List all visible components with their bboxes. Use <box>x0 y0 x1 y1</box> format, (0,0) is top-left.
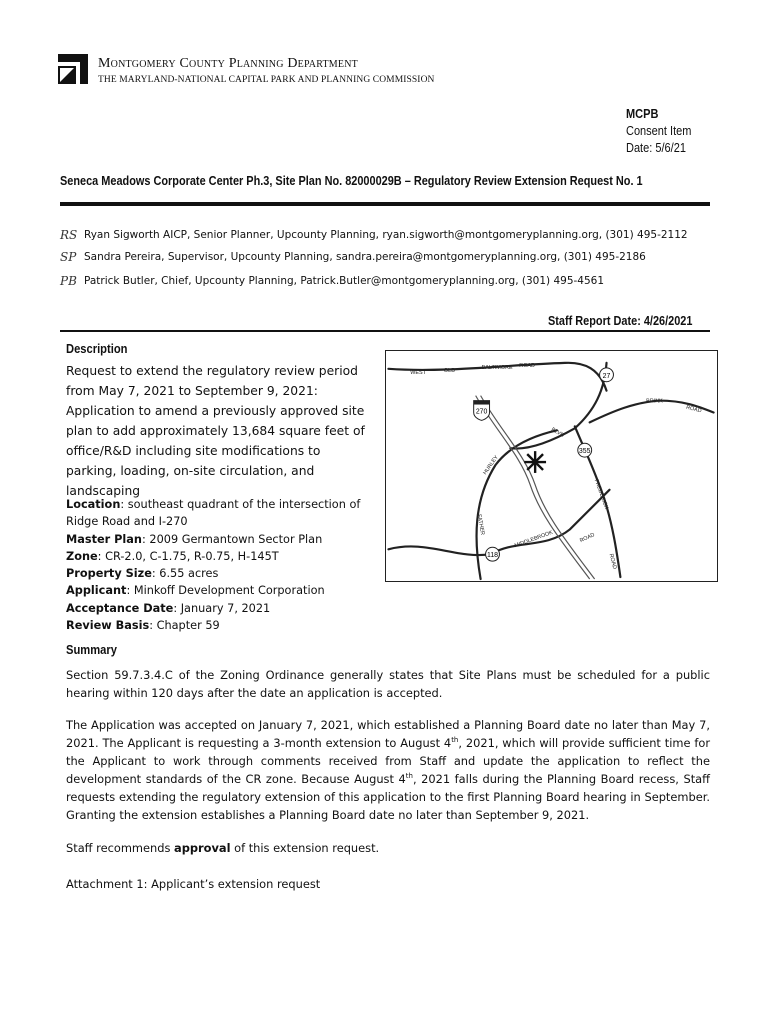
staff-text: Sandra Pereira, Supervisor, Upcounty Planning, sandra.pereira@montgomeryplanning.org, (301) 495-2186 <box>84 251 646 263</box>
svg-text:270: 270 <box>475 408 488 416</box>
property-review-basis: Review Basis: Chapter 59 <box>66 619 220 633</box>
meeting-meta <box>626 106 691 157</box>
property-acceptance-date: Acceptance Date: January 7, 2021 <box>66 601 271 615</box>
vicinity-map <box>385 350 718 582</box>
map-label: ROAD <box>519 362 535 369</box>
signature-initials: PB <box>60 274 77 288</box>
attachment-line: Attachment 1: Applicant’s extension request <box>66 877 321 891</box>
svg-text:27: 27 <box>602 372 611 380</box>
map-label: MIDDLEBROOK <box>513 529 554 550</box>
item-type: Consent Item <box>626 124 692 138</box>
section-divider <box>60 330 710 332</box>
map-label: FATHER <box>475 513 486 536</box>
map-label: WEST <box>410 369 426 376</box>
property-applicant: Applicant: Minkoff Development Corporation <box>66 584 325 598</box>
staff-report-date: Staff Report Date: 4/26/2021 <box>548 313 693 328</box>
map-label: BLVD <box>550 426 565 439</box>
map-label: HURLEY <box>482 454 500 477</box>
staff-row <box>60 274 604 288</box>
svg-text:118: 118 <box>486 552 499 560</box>
planning-logo-icon <box>58 54 88 84</box>
shield-md27-icon <box>600 368 614 382</box>
property-master-plan: Master Plan: 2009 Germantown Sector Plan <box>66 532 323 546</box>
road-middlebrook <box>491 490 610 554</box>
map-label: OLD <box>443 367 456 374</box>
summary-heading: Summary <box>66 642 117 657</box>
page-title: Seneca Meadows Corporate Center Ph.3, Site Plan No. 82000029B – Regulatory Review Extension Request No. 1 <box>60 173 643 188</box>
description-text: Request to extend the regulatory review period from May 7, 2021 to September 9, 2021: Application to amend a previously approved site plan to add approximately 13,684 square feet of office/R&D including site modifications to parking, loading, on-site circulation, and landscaping <box>66 364 365 498</box>
shield-md355-icon <box>578 443 592 457</box>
shield-md118-icon <box>486 547 500 561</box>
property-list <box>66 496 376 634</box>
summary-paragraph: The Application was accepted on January 7, 2021, which established a Planning Board date no later than May 7, 2021. The Applicant is requesting a 3-month extension to August 4th, 2021, which will provide sufficient time for the Applicant to work through comments received from Staff and update the application to reflect the development standards of the CR zone. Because August 4th, 2021 falls during the Planning Board recess, Staff requests extending the regulatory extension of this application to the first Planning Board hearing in September. Granting the extension establishes a Planning Board date no later than September 9, 2021. <box>66 718 710 822</box>
title-divider <box>60 202 710 206</box>
road-west-118 <box>388 546 490 555</box>
signature-initials: SP <box>60 250 77 264</box>
property-size: Property Size: 6.55 acres <box>66 567 219 581</box>
agency-label: MCPB <box>626 107 659 121</box>
map-label: BRINK <box>646 398 663 405</box>
staff-row <box>60 228 688 242</box>
property-location: Location: southeast quadrant of the intersection of Ridge Road and I-270 <box>66 498 361 529</box>
map-label: BALTIMORE <box>481 364 513 371</box>
recommendation: Staff recommends approval of this extension request. <box>66 841 380 855</box>
summary-paragraph: Section 59.7.3.4.C of the Zoning Ordinance generally states that Site Plans must be scheduled for a public hearing within 120 days after the date an application is accepted. <box>66 668 710 700</box>
shield-i270-icon <box>474 401 490 421</box>
description-heading: Description <box>66 341 128 356</box>
map-label: ROAD <box>579 532 596 545</box>
property-zone: Zone: CR-2.0, C-1.75, R-0.75, H-145T <box>66 549 279 563</box>
svg-text:355: 355 <box>578 448 591 456</box>
meeting-date: Date: 5/6/21 <box>626 141 686 155</box>
map-label: ROAD <box>607 553 618 570</box>
map-label: FREDERICK <box>592 478 610 511</box>
staff-text: Patrick Butler, Chief, Upcounty Planning, Patrick.Butler@montgomeryplanning.org, (301) 495-4561 <box>84 275 605 287</box>
site-location-icon <box>524 451 546 473</box>
signature-initials: RS <box>60 228 78 242</box>
department-name: Montgomery County Planning Department <box>98 56 358 71</box>
staff-row <box>60 250 646 264</box>
commission-name: THE MARYLAND-NATIONAL CAPITAL PARK AND PLANNING COMMISSION <box>98 75 435 85</box>
staff-text: Ryan Sigworth AICP, Senior Planner, Upcounty Planning, ryan.sigworth@montgomeryplanning.org, (301) 495-2112 <box>84 229 688 241</box>
map-label: ROAD <box>685 404 703 415</box>
